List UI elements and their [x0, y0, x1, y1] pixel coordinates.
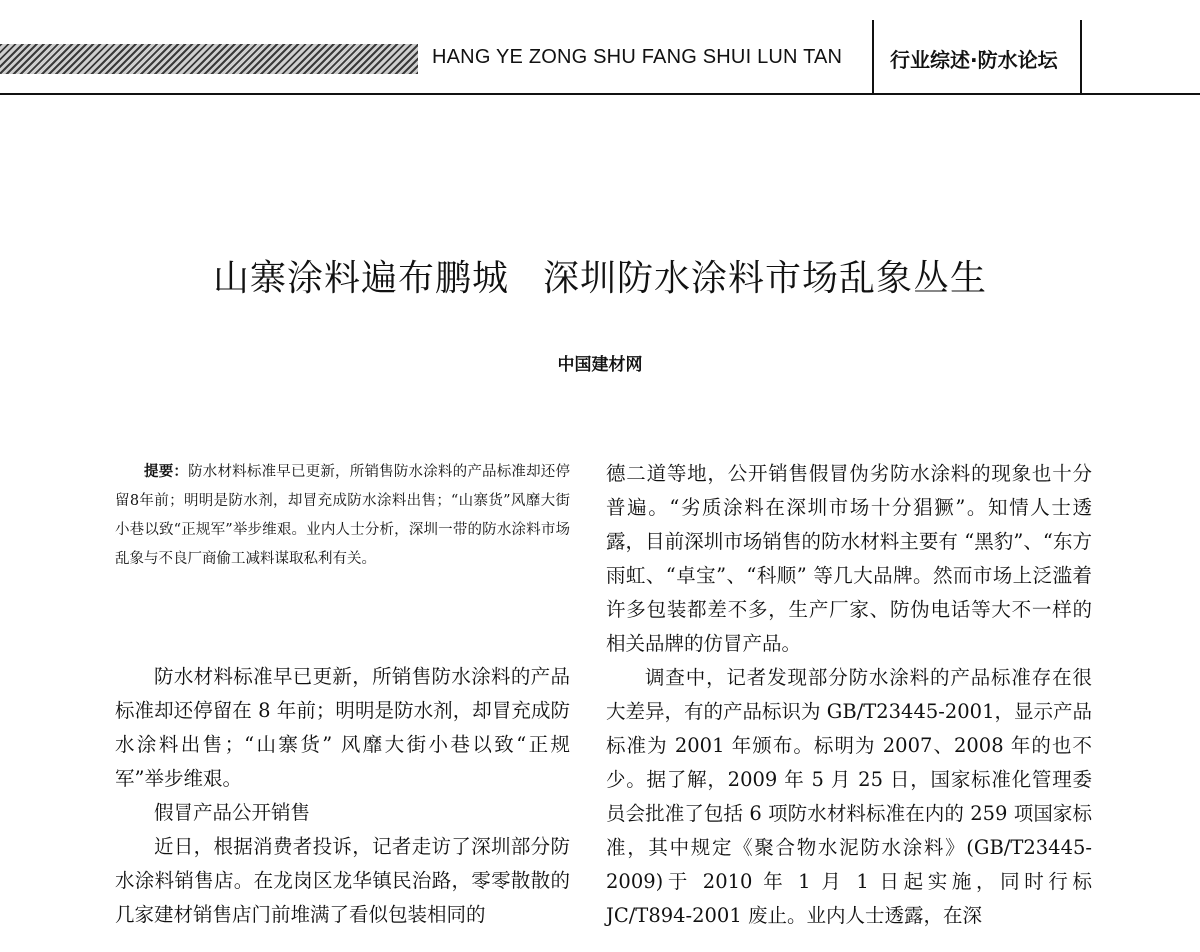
header-section-title: 行业综述·防水论坛 [890, 48, 1058, 72]
abstract-label: 提要： [144, 463, 189, 480]
article-title-part2: 深圳防水涂料市场乱象丛生 [543, 258, 988, 299]
right-column [606, 457, 1092, 933]
abstract-text: 防水材料标准早已更新，所销售防水涂料的产品标准却还停留8年前；明明是防水剂，却冒充成防水涂料出售；“山寨货”风靡大街小巷以致“正规军”举步维艰。业内人士分析，深圳一带的防水涂料市场乱象与不良厂商偷工减料谋取私利有关。 [115, 464, 571, 567]
left-paragraph-1: 防水材料标准早已更新，所销售防水涂料的产品标准却还停留在 8 年前；明明是防水剂，却冒充成防水涂料出售；“山寨货” 风靡大街小巷以致“正规军”举步维艰。 [115, 665, 570, 790]
left-paragraph-2: 近日，根据消费者投诉，记者走访了深圳部分防水涂料销售店。在龙岗区龙华镇民治路，零零散散的几家建材销售店门前堆满了看似包装相同的 [115, 835, 570, 926]
header-hatch-band [0, 44, 418, 74]
header-rule [0, 93, 1200, 95]
header-divider-right [1080, 20, 1082, 95]
left-column [115, 660, 570, 932]
section-heading: 假冒产品公开销售 [154, 801, 311, 824]
article-title-part1: 山寨涂料遍布鹏城 [212, 258, 509, 299]
abstract [115, 457, 570, 574]
header-english-title: HANG YE ZONG SHU FANG SHUI LUN TAN [432, 46, 843, 68]
article-source: 中国建材网 [557, 355, 643, 375]
article-title [0, 250, 1200, 301]
right-paragraph-2: 调查中，记者发现部分防水涂料的产品标准存在很大差异，有的产品标识为 GB/T23445-2001，显示产品标准为 2001 年颁布。标明为 2007、2008 年的也不少。据了解，2009 年 5 月 25 日，国家标准化管理委员会批准了包括 6 项防水材料标准在内的 259 项国家标准，其中规定《聚合物水泥防水涂料》(GB/T23445-2009)于 2010 年 1 月 1 日起实施，同时行标 JC/T894-2001 废止。业内人士透露，在深 [606, 666, 1092, 927]
right-paragraph-1: 德二道等地，公开销售假冒伪劣防水涂料的现象也十分普遍。“劣质涂料在深圳市场十分猖獗”。知情人士透露，目前深圳市场销售的防水材料主要有 “黑豹”、“东方雨虹、“卓宝”、“科顺” 等几大品牌。然而市场上泛滥着许多包装都差不多，生产厂家、防伪电话等大不一样的相关品牌的仿冒产品。 [606, 462, 1092, 655]
header-divider-left [872, 20, 874, 95]
